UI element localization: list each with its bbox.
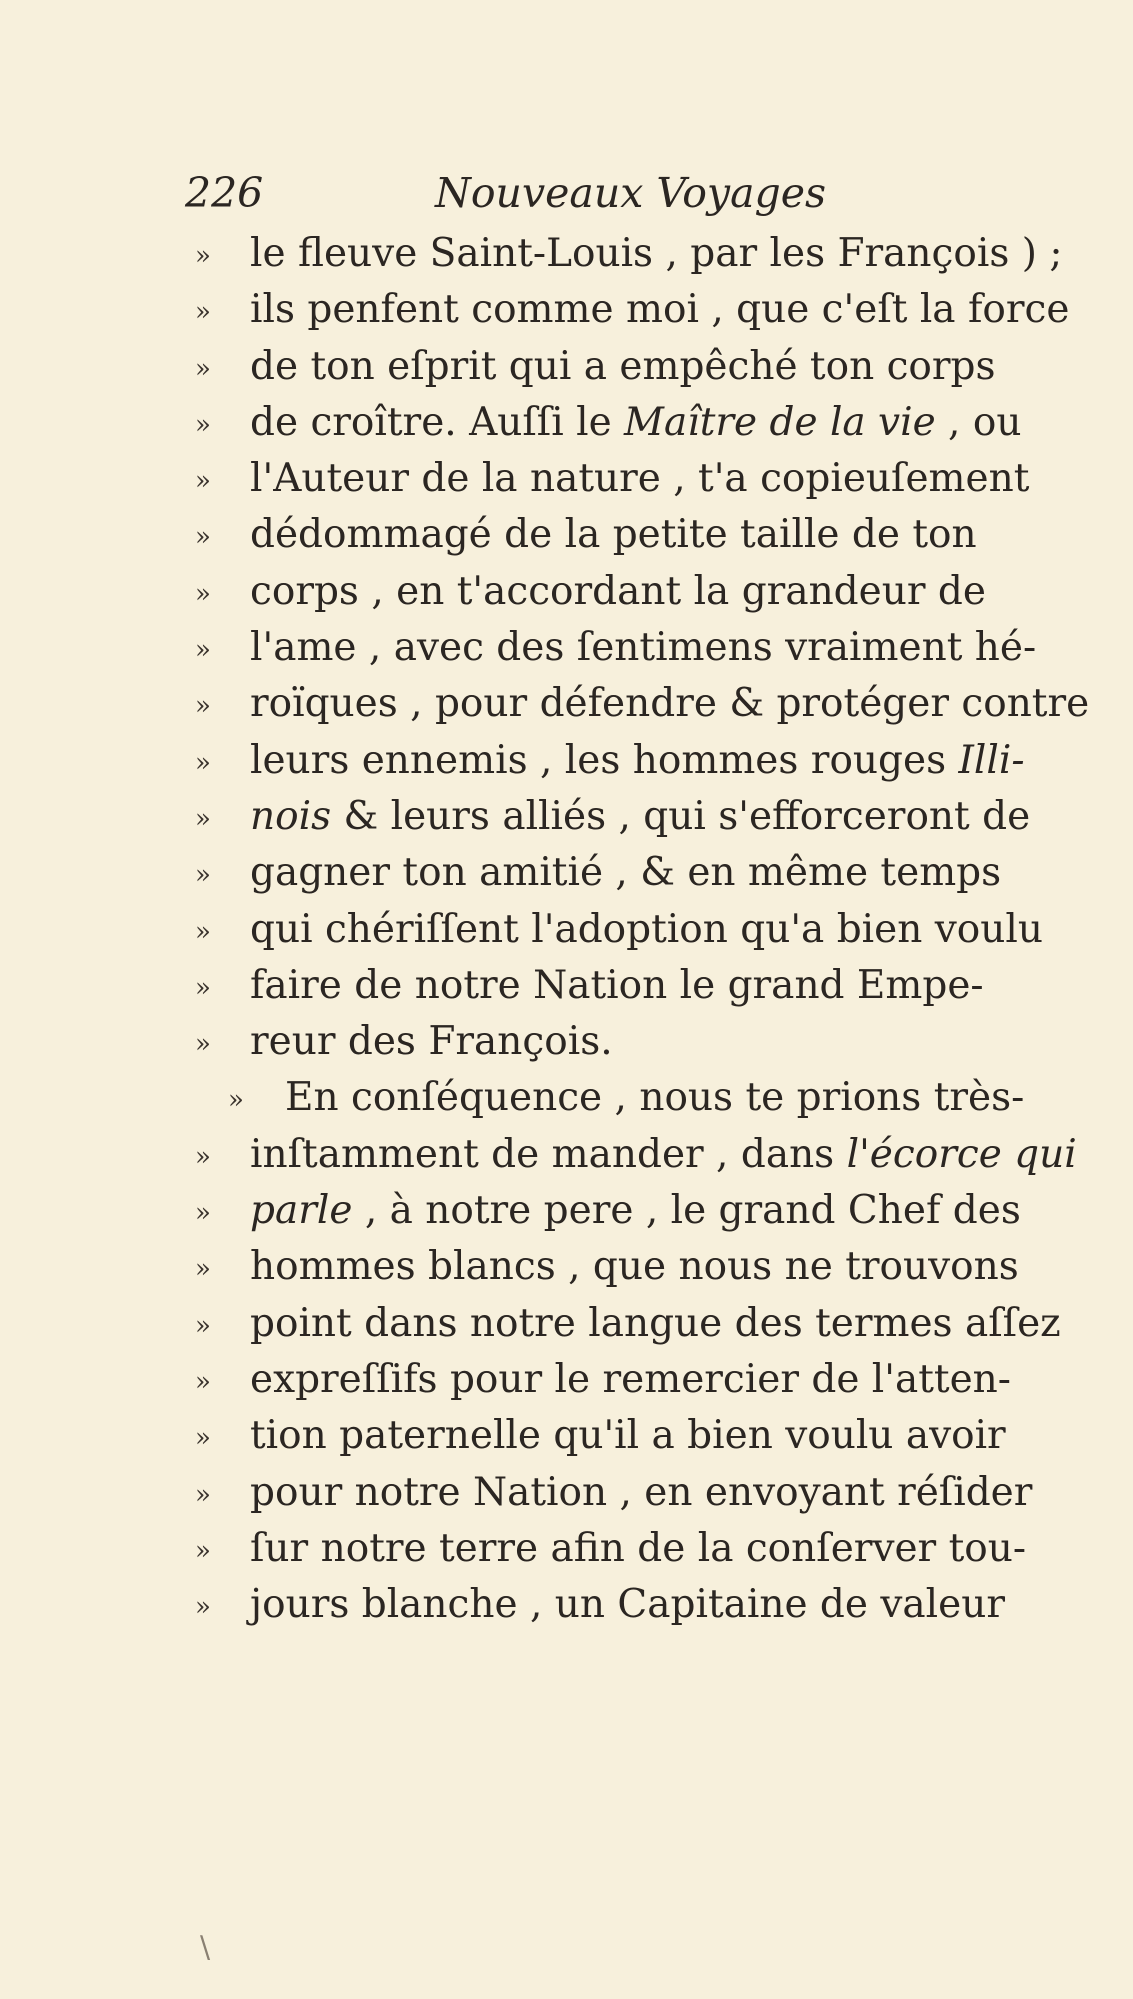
- quote-mark: »: [195, 860, 211, 891]
- text-segment: ſur notre terre afin de la conſerver tou-: [250, 1525, 1027, 1571]
- text-line: [0, 507, 1133, 563]
- text-line: [0, 789, 1133, 845]
- line-text: [250, 339, 996, 395]
- text-segment: roïques , pour défendre & protéger contre: [250, 681, 1090, 727]
- line-text: [250, 564, 986, 620]
- quote-mark: »: [195, 409, 211, 440]
- page-header: [185, 168, 945, 218]
- quote-mark: »: [228, 1085, 244, 1116]
- body-text: [0, 226, 1133, 1633]
- text-line: [0, 451, 1133, 507]
- quote-mark: »: [195, 1254, 211, 1285]
- quote-mark: »: [195, 1141, 211, 1172]
- text-segment: corps , en t'accordant la grandeur de: [250, 568, 986, 614]
- text-segment: leurs ennemis , les hommes rouges: [250, 737, 959, 783]
- text-segment: point dans notre langue des termes aſſez: [250, 1300, 1061, 1346]
- line-text: [250, 1014, 613, 1070]
- text-line: [0, 1183, 1133, 1239]
- quote-mark: »: [195, 466, 211, 497]
- text-segment: le fleuve Saint-Louis , par les François ) ;: [250, 231, 1063, 276]
- text-segment: & leurs alliés , qui s'efforceront de: [331, 793, 1031, 839]
- text-segment: ils penfent comme moi , que c'eſt la force: [250, 287, 1070, 333]
- quote-mark: »: [195, 635, 211, 666]
- line-text: [250, 1296, 1061, 1352]
- line-text: [250, 733, 1025, 789]
- text-line: [0, 1296, 1133, 1352]
- text-segment: pour notre Nation , en envoyant réſider: [250, 1469, 1033, 1515]
- line-text: [250, 1239, 1019, 1295]
- text-line: [0, 1070, 1133, 1126]
- line-text: [250, 676, 1089, 732]
- quote-mark: »: [195, 1479, 211, 1510]
- text-segment: , ou: [935, 399, 1022, 445]
- quote-mark: »: [195, 297, 211, 328]
- text-line: [0, 845, 1133, 901]
- text-segment: En conſéquence , nous te prions très-: [285, 1075, 1025, 1121]
- text-line: [0, 1352, 1133, 1408]
- line-text: [250, 282, 1069, 338]
- text-line: [0, 1577, 1133, 1633]
- line-text: [250, 958, 984, 1014]
- text-line: [0, 1408, 1133, 1464]
- line-text: [250, 620, 1036, 676]
- text-segment: reur des François.: [250, 1019, 613, 1065]
- line-text: [250, 226, 1063, 282]
- text-line: [0, 733, 1133, 789]
- text-segment: qui chériſſent l'adoption qu'a bien voulu: [250, 906, 1043, 952]
- text-line: [0, 1239, 1133, 1295]
- line-text: [250, 1352, 1011, 1408]
- text-segment: hommes blancs , que nous ne trouvons: [250, 1244, 1019, 1290]
- text-line: [0, 1014, 1133, 1070]
- text-segment: l'Auteur de la nature , t'a copieuſement: [250, 456, 1030, 502]
- text-segment: dédommagé de la petite taille de ton: [250, 512, 977, 558]
- italic-segment: nois: [250, 793, 332, 839]
- text-line: [0, 564, 1133, 620]
- quote-mark: »: [195, 1310, 211, 1341]
- line-text: [250, 1183, 1021, 1239]
- quote-mark: »: [195, 1535, 211, 1566]
- quote-mark: »: [195, 353, 211, 384]
- text-segment: expreſſifs pour le remercier de l'atten-: [250, 1356, 1011, 1402]
- line-text: [250, 1577, 1005, 1633]
- quote-mark: »: [195, 578, 211, 609]
- running-title: Nouveaux Voyages: [435, 169, 827, 217]
- line-text: [250, 789, 1030, 845]
- line-text: [285, 1070, 1024, 1126]
- quote-mark: »: [195, 241, 211, 271]
- line-text: [250, 845, 1001, 901]
- line-text: [250, 1127, 1077, 1183]
- text-line: [0, 620, 1133, 676]
- text-segment: tion paternelle qu'il a bien voulu avoir: [250, 1413, 1006, 1459]
- quote-mark: »: [195, 747, 211, 778]
- quote-mark: »: [195, 1029, 211, 1060]
- italic-segment: Illi-: [958, 737, 1025, 783]
- quote-mark: »: [195, 1366, 211, 1397]
- quote-mark: »: [195, 522, 211, 553]
- quote-mark: »: [195, 916, 211, 947]
- text-line: [0, 395, 1133, 451]
- quote-mark: »: [195, 1592, 211, 1623]
- text-line: [0, 226, 1133, 282]
- quote-mark: »: [195, 803, 211, 834]
- italic-segment: l'écorce qui: [846, 1131, 1077, 1177]
- text-line: [0, 1521, 1133, 1577]
- text-line: [0, 339, 1133, 395]
- text-segment: jours blanche , un Capitaine de valeur: [250, 1582, 1005, 1628]
- line-text: [250, 902, 1043, 958]
- text-line: [0, 282, 1133, 338]
- text-line: [0, 676, 1133, 732]
- italic-segment: parle: [250, 1188, 353, 1234]
- text-segment: gagner ton amitié , & en même temps: [250, 850, 1002, 896]
- text-segment: , à notre pere , le grand Chef des: [352, 1188, 1021, 1234]
- quote-mark: »: [195, 972, 211, 1003]
- quote-mark: »: [195, 1423, 211, 1454]
- quote-mark: »: [195, 691, 211, 722]
- line-text: [250, 395, 1021, 451]
- text-line: [0, 1465, 1133, 1521]
- text-segment: inſtamment de mander , dans: [250, 1131, 847, 1177]
- line-text: [250, 507, 977, 563]
- text-segment: l'ame , avec des ſentimens vraiment hé-: [250, 625, 1037, 671]
- line-text: [250, 1521, 1026, 1577]
- text-line: [0, 902, 1133, 958]
- line-text: [250, 1465, 1032, 1521]
- text-segment: faire de notre Nation le grand Empe-: [250, 962, 984, 1008]
- line-text: [250, 1408, 1006, 1464]
- line-text: [250, 451, 1029, 507]
- quote-mark: »: [195, 1198, 211, 1229]
- text-line: [0, 958, 1133, 1014]
- text-line: [0, 1127, 1133, 1183]
- italic-segment: Maître de la vie: [624, 399, 936, 445]
- text-segment: de ton eſprit qui a empêché ton corps: [250, 343, 996, 389]
- text-segment: de croître. Auſſi le: [250, 399, 625, 445]
- page-number: 226: [185, 169, 264, 217]
- stray-mark: \: [200, 1930, 211, 1965]
